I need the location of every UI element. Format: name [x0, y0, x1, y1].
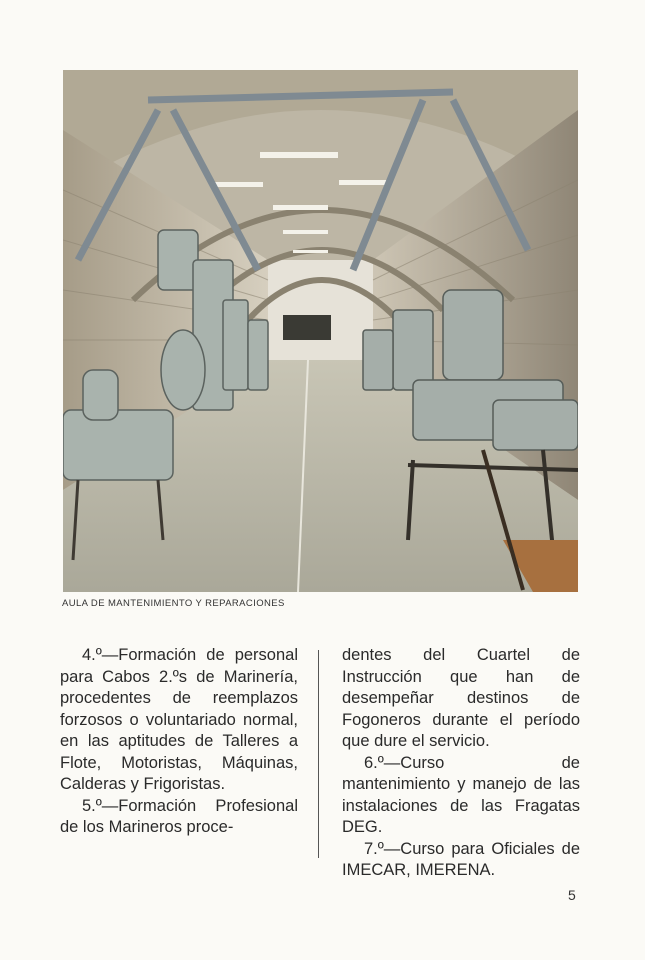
workshop-hall-illustration: [63, 70, 578, 592]
page-number: 5: [568, 887, 576, 903]
paragraph-item-6: 6.º—Curso de mantenimiento y manejo de las instalaciones de las Fragatas DEG.: [342, 753, 580, 836]
photo-caption: AULA DE MANTENIMIENTO Y REPARACIONES: [62, 598, 285, 609]
paragraph-item-4: 4.º—Formación de personal para Cabos 2.ºs de Marinería, procedentes de reemplazos forzosos o voluntariado normal, en las aptitudes de Talleres a Flote, Motoristas, Máquinas, Calderas y Frigoristas.: [60, 646, 298, 793]
left-column: [60, 645, 298, 839]
paragraph-item-7: 7.º—Curso para Oficiales de IMECAR, IMERENA.: [342, 839, 580, 879]
paragraph-item-5-continued: dentes del Cuartel de Instrucción que han de desempeñar destinos de Fogoneros durante el período que dure el servicio.: [342, 646, 580, 750]
right-column: [342, 645, 580, 882]
paragraph-item-5: 5.º—Formación Profesional de los Marineros proce-: [60, 796, 298, 836]
workshop-photo: [63, 70, 578, 592]
column-divider: [318, 650, 319, 858]
